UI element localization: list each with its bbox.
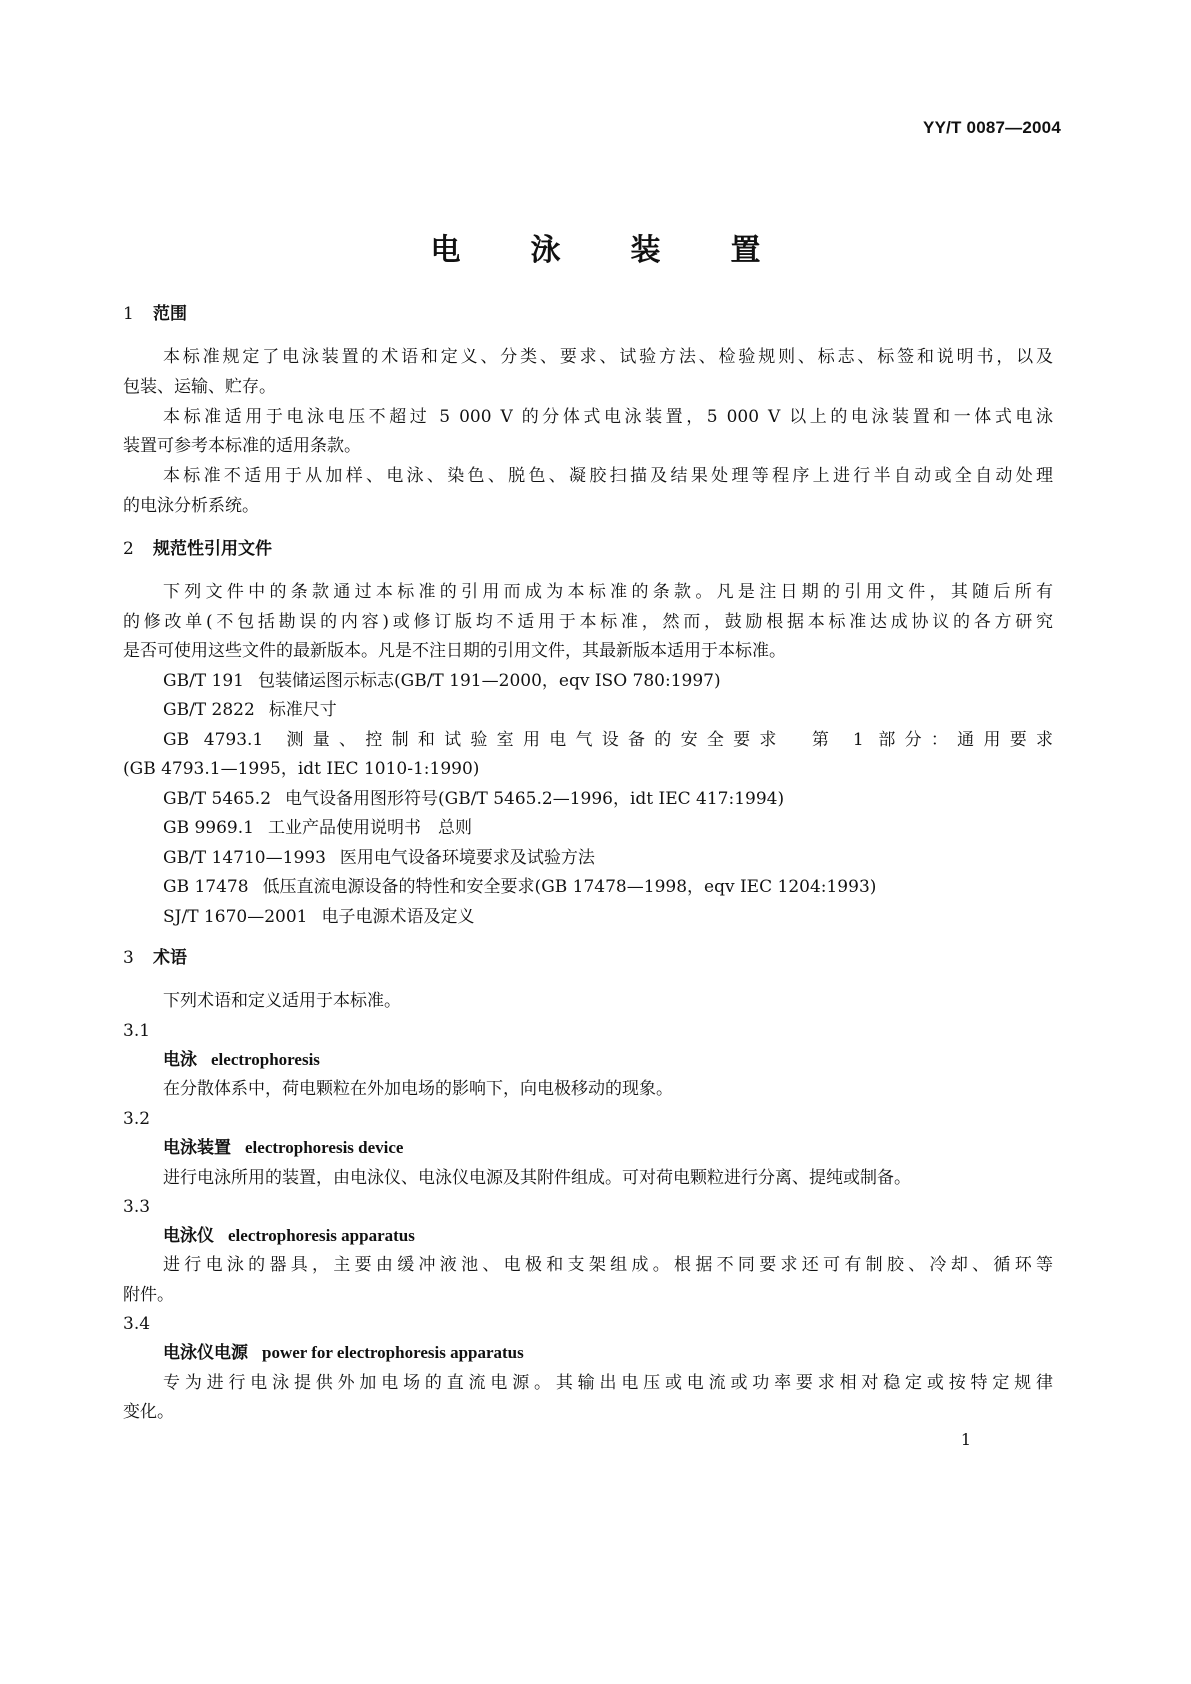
reference-item: SJ/T 1670—2001 电子电源术语及定义	[163, 907, 475, 927]
term-heading: 电泳仪 electrophoresis apparatus	[163, 1226, 415, 1246]
reference-item-continuation: (GB 4793.1—1995，idt IEC 1010-1:1990)	[123, 759, 480, 779]
page-title	[0, 225, 1191, 269]
paragraph-line: 本标准规定了电泳装置的术语和定义、分类、要求、试验方法、检验规则、标志、标签和说明书，以及	[163, 347, 1053, 367]
section-2-heading: 2 规范性引用文件	[123, 539, 272, 559]
paragraph-line: 包装、运输、贮存。	[123, 377, 276, 397]
term-definition: 变化。	[123, 1402, 174, 1422]
reference-item: GB 17478 低压直流电源设备的特性和安全要求(GB 17478—1998，eqv IEC 1204:1993)	[163, 877, 877, 897]
term-heading: 电泳仪电源 power for electrophoresis apparatus	[163, 1343, 524, 1363]
section-3-heading: 3 术语	[123, 948, 187, 968]
title-char: 装	[630, 233, 661, 268]
section-1-heading: 1 范围	[123, 304, 187, 324]
term-definition: 进行电泳的器具，主要由缓冲液池、电极和支架组成。根据不同要求还可有制胶、冷却、循环等	[163, 1255, 1053, 1275]
reference-item: GB/T 5465.2 电气设备用图形符号(GB/T 5465.2—1996，idt IEC 417:1994)	[163, 789, 785, 809]
term-definition: 在分散体系中，荷电颗粒在外加电场的影响下，向电极移动的现象。	[163, 1079, 673, 1099]
paragraph-line: 的电泳分析系统。	[123, 496, 259, 516]
paragraph-line: 下列术语和定义适用于本标准。	[163, 991, 401, 1011]
term-definition: 进行电泳所用的装置，由电泳仪、电泳仪电源及其附件组成。可对荷电颗粒进行分离、提纯或制备。	[163, 1168, 911, 1188]
paragraph-line: 本标准不适用于从加样、电泳、染色、脱色、凝胶扫描及结果处理等程序上进行半自动或全自动处理	[163, 466, 1053, 486]
term-heading: 电泳 electrophoresis	[163, 1050, 320, 1070]
term-number: 3.4	[123, 1314, 151, 1334]
reference-item: GB 4793.1 测量、控制和试验室用电气设备的安全要求 第 1 部分：通用要求	[163, 730, 1053, 750]
reference-item: GB/T 2822 标准尺寸	[163, 700, 337, 720]
document-code: YY/T 0087—2004	[923, 118, 1061, 137]
reference-item: GB/T 191 包装储运图示标志(GB/T 191—2000，eqv ISO 780:1997)	[163, 671, 721, 691]
term-definition: 附件。	[123, 1285, 174, 1305]
term-definition: 专为进行电泳提供外加电场的直流电源。其输出电压或电流或功率要求相对稳定或按特定规律	[163, 1373, 1053, 1393]
term-number: 3.3	[123, 1197, 151, 1217]
title-char: 泳	[530, 233, 561, 268]
reference-item: GB 9969.1 工业产品使用说明书 总则	[163, 818, 472, 838]
paragraph-line: 下列文件中的条款通过本标准的引用而成为本标准的条款。凡是注日期的引用文件，其随后所有	[163, 582, 1053, 602]
paragraph-line: 是否可使用这些文件的最新版本。凡是不注日期的引用文件，其最新版本适用于本标准。	[123, 641, 786, 661]
paragraph-line: 装置可参考本标准的适用条款。	[123, 436, 361, 456]
page-number: 1	[960, 1430, 971, 1449]
term-number: 3.2	[123, 1109, 151, 1129]
title-char: 电	[430, 233, 461, 268]
term-number: 3.1	[123, 1021, 151, 1041]
paragraph-line: 的修改单(不包括勘误的内容)或修订版均不适用于本标准，然而，鼓励根据本标准达成协议的各方研究	[123, 612, 1053, 632]
title-char: 置	[730, 233, 761, 268]
paragraph-line: 本标准适用于电泳电压不超过 5 000 V 的分体式电泳装置，5 000 V 以上的电泳装置和一体式电泳	[163, 407, 1053, 427]
term-heading: 电泳装置 electrophoresis device	[163, 1138, 404, 1158]
reference-item: GB/T 14710—1993 医用电气设备环境要求及试验方法	[163, 848, 595, 868]
